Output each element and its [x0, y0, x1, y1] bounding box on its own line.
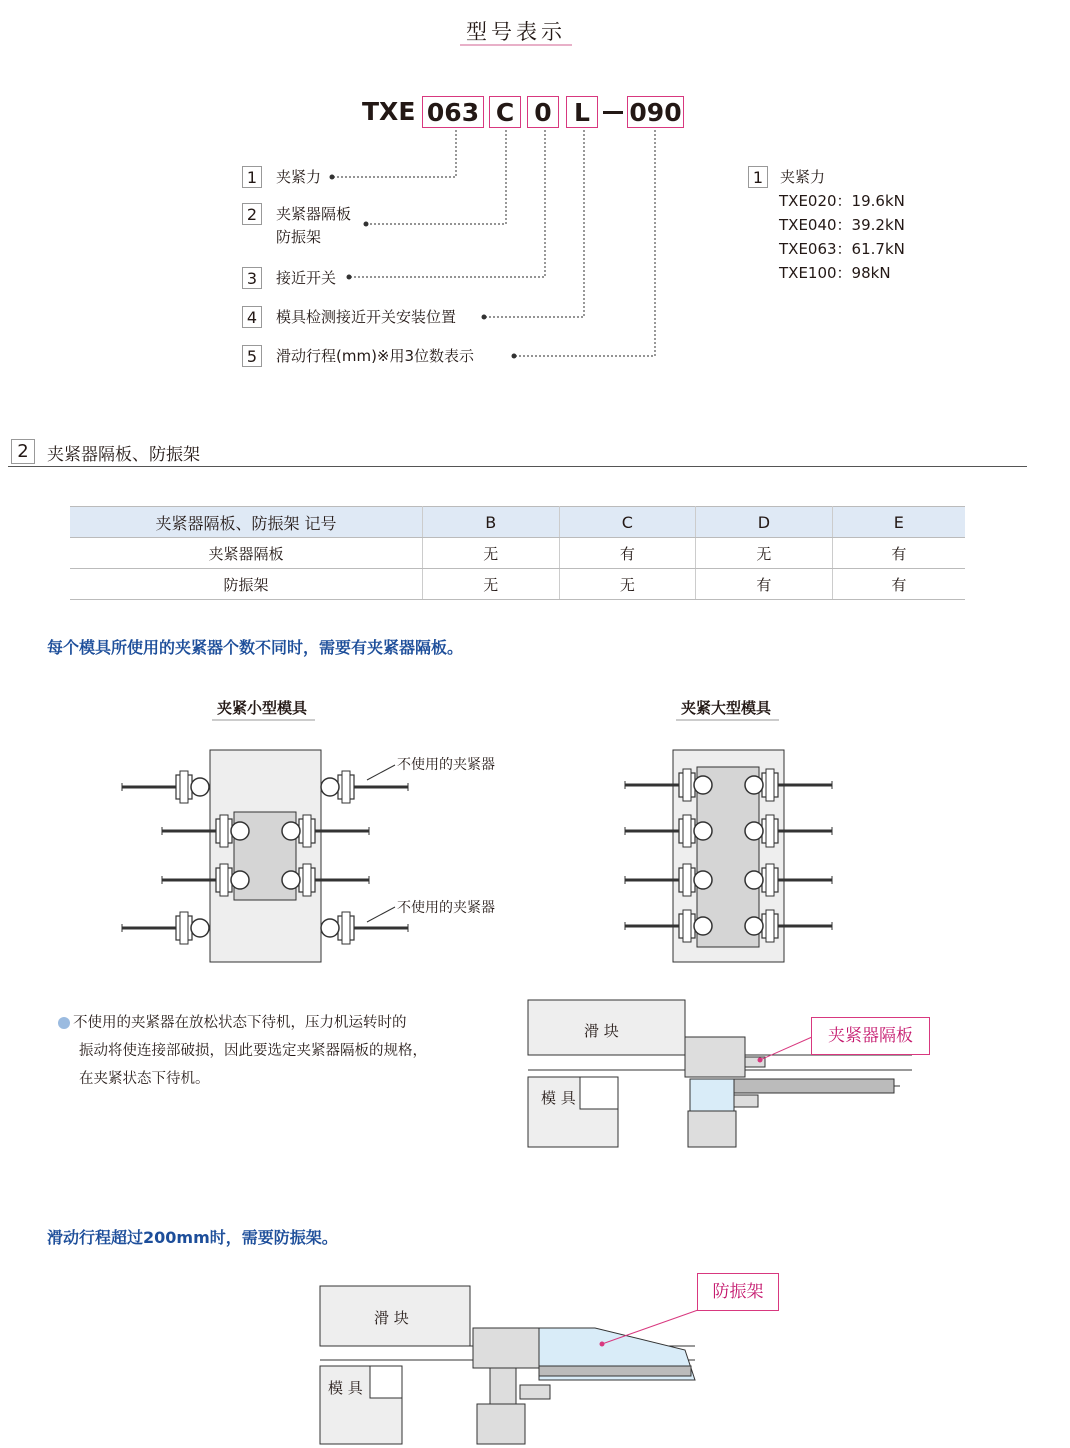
table-header-cell: D: [696, 507, 833, 538]
model-part-2: C: [489, 96, 521, 128]
table-row: [70, 538, 965, 569]
model-part-4: L: [566, 96, 598, 128]
table-cell: 有: [559, 538, 696, 569]
model-part-1: 063: [422, 96, 484, 128]
model-prefix: TXE: [362, 97, 416, 126]
table-cell: 无: [559, 569, 696, 600]
caption-underline: [212, 719, 315, 721]
bullet-line-1: 不使用的夹紧器在放松状态下待机，压力机运转时的: [73, 1015, 407, 1031]
large-mold-caption: 夹紧大型模具: [681, 699, 772, 717]
model-part-5: 090: [627, 96, 684, 128]
bullet-line-3: 在夹紧状态下待机。: [79, 1071, 210, 1087]
spec-value-4: TXE100：98kN: [779, 264, 891, 282]
item-number-4: 4: [242, 306, 262, 328]
item-label-3: 接近开关: [276, 269, 337, 287]
slide-label-2: 滑 块: [374, 1309, 409, 1327]
table-cell: 夹紧器隔板: [70, 538, 423, 569]
item-label-5: 滑动行程(mm)※用3位数表示: [276, 347, 475, 365]
item-label-2b: 防振架: [276, 228, 322, 246]
bullet-dot: [58, 1017, 70, 1029]
item-number-2: 2: [242, 203, 262, 225]
item-number-1: 1: [242, 166, 262, 188]
vibration-note: 滑动行程超过200mm时，需要防振架。: [47, 1228, 338, 1247]
spec-table: [70, 506, 965, 600]
clamp-top-view-diagrams: [0, 740, 1070, 970]
spec-heading: 夹紧力: [780, 168, 826, 186]
table-header-cell: 夹紧器隔板、防振架 记号: [70, 507, 423, 538]
spec-number-1: 1: [748, 166, 768, 188]
small-mold-caption: 夹紧小型模具: [217, 699, 308, 717]
table-cell: 防振架: [70, 569, 423, 600]
table-header-cell: B: [423, 507, 560, 538]
partition-note: 每个模具所使用的夹紧器个数不同时，需要有夹紧器隔板。: [47, 638, 464, 657]
section-number: 2: [11, 439, 35, 464]
spec-value-2: TXE040：39.2kN: [779, 216, 905, 234]
page-title: 型号表示: [466, 20, 566, 44]
table-header-cell: C: [559, 507, 696, 538]
partition-callout: 夹紧器隔板: [811, 1017, 930, 1055]
table-cell: 有: [832, 569, 965, 600]
item-label-4: 模具检测接近开关安装位置: [276, 308, 457, 326]
vibration-callout-leader: [590, 1300, 710, 1350]
leader-lines: [0, 0, 1070, 380]
section-divider: [8, 466, 1027, 467]
table-cell: 有: [696, 569, 833, 600]
table-cell: 无: [696, 538, 833, 569]
caption-underline: [676, 719, 779, 721]
item-label-1: 夹紧力: [276, 168, 322, 186]
table-cell: 无: [423, 569, 560, 600]
spec-value-3: TXE063：61.7kN: [779, 240, 905, 258]
slide-label-1: 滑 块: [584, 1022, 619, 1040]
table-cell: 无: [423, 538, 560, 569]
item-number-3: 3: [242, 267, 262, 289]
unused-clamp-label-1: 不使用的夹紧器: [397, 757, 495, 773]
item-number-5: 5: [242, 345, 262, 367]
bullet-line-2: 振动将使连接部破损，因此要选定夹紧器隔板的规格，: [79, 1043, 427, 1059]
mold-label-2: 模 具: [328, 1379, 363, 1397]
unused-clamp-label-2: 不使用的夹紧器: [397, 900, 495, 916]
table-header-cell: E: [832, 507, 965, 538]
vibration-callout: 防振架: [697, 1273, 779, 1311]
table-cell: 有: [832, 538, 965, 569]
item-label-2: 夹紧器隔板: [276, 205, 352, 223]
section-heading: 夹紧器隔板、防振架: [47, 445, 200, 465]
mold-label-1: 模 具: [541, 1089, 576, 1107]
table-header-row: [70, 507, 965, 538]
table-row: [70, 569, 965, 600]
spec-value-1: TXE020：19.6kN: [779, 192, 905, 210]
model-part-3: 0: [527, 96, 559, 128]
